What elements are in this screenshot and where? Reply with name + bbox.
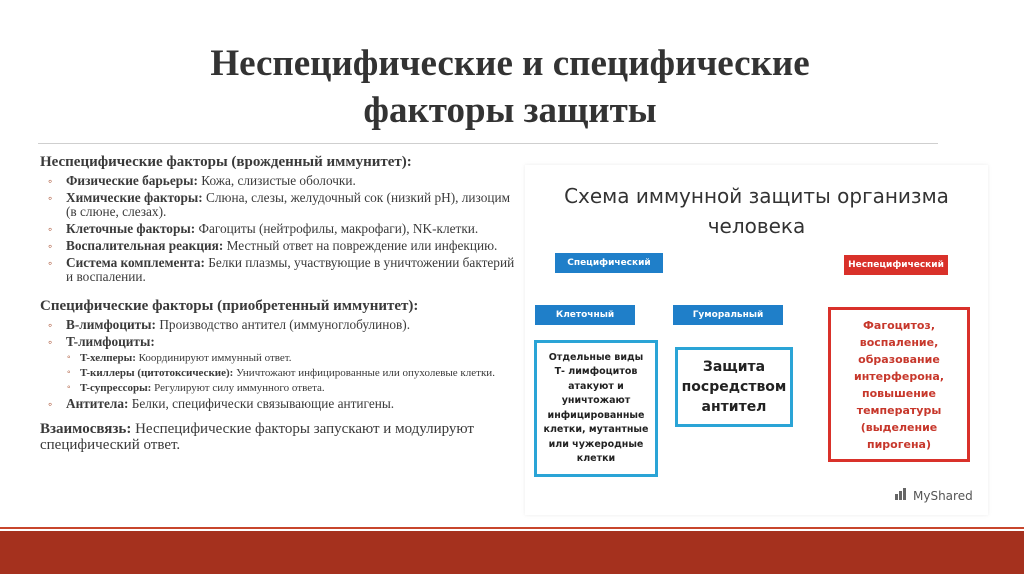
footer-accent-line <box>0 527 1024 529</box>
item-text: Уничтожают инфицированные или опухолевые клетки. <box>233 367 495 379</box>
list-item <box>40 318 515 332</box>
tag-nonspecific: Неспецифический <box>844 255 948 275</box>
sub-list-item <box>66 352 515 364</box>
tag-specific: Специфический <box>555 253 663 273</box>
humoral-box-text: Защита посредством антител <box>681 359 787 415</box>
watermark-text: MyShared <box>913 488 973 503</box>
text-column <box>40 154 515 453</box>
relation-paragraph <box>40 421 515 453</box>
item-text: Кожа, слизистые оболочки. <box>197 173 356 188</box>
item-term: T-киллеры (цитотоксические): <box>80 367 234 379</box>
relation-text: Неспецифические факторы запускают и модулируют специфический ответ. <box>40 421 474 453</box>
list-item <box>40 222 515 236</box>
title-line-2: факторы защиты <box>363 90 657 131</box>
humoral-box <box>675 347 793 427</box>
cellular-box <box>534 340 658 477</box>
specific-heading: Специфические факторы (приобретенный иммунитет): <box>40 298 419 314</box>
immune-scheme-image <box>525 165 988 515</box>
list-item <box>40 239 515 253</box>
item-text: Белки плазмы, участвующие в уничтожении бактерий и воспалении. <box>66 255 515 284</box>
footer-bar <box>0 531 1024 574</box>
item-term: Химические факторы: <box>66 190 203 205</box>
item-term: T-лимфоциты: <box>66 334 155 349</box>
item-text: Координируют иммунный ответ. <box>135 352 292 364</box>
nonspecific-box <box>828 307 970 462</box>
item-text: Белки, специфически связывающие антигены. <box>128 396 395 411</box>
list-item <box>40 397 515 411</box>
item-text: Производство антител (иммуноглобулинов). <box>156 317 411 332</box>
nonspecific-list <box>40 174 515 284</box>
list-item <box>40 256 515 284</box>
list-item <box>40 191 515 219</box>
tag-humoral: Гуморальный <box>673 305 783 325</box>
sub-list-item <box>66 367 515 379</box>
item-term: Антитела: <box>66 396 129 411</box>
tag-cellular: Клеточный <box>535 305 635 325</box>
watermark <box>895 488 973 503</box>
sub-list-item <box>66 382 515 394</box>
list-item <box>40 335 515 394</box>
item-term: Воспалительная реакция: <box>66 238 224 253</box>
item-text: Слюна, слезы, желудочный сок (низкий рН), лизоцим (в слюне, слезах). <box>66 190 511 219</box>
item-text: Регулируют силу иммунного ответа. <box>151 382 325 394</box>
list-item <box>40 174 515 188</box>
item-term: Клеточные факторы: <box>66 221 196 236</box>
item-text: Фагоциты (нейтрофилы, макрофаги), NK-клетки. <box>195 221 479 236</box>
t-lymphocyte-sublist <box>66 352 515 394</box>
slide-title <box>100 40 920 134</box>
item-term: T-супрессоры: <box>80 382 152 394</box>
item-text: Местный ответ на повреждение или инфекцию. <box>223 238 498 253</box>
title-divider <box>38 143 938 144</box>
nonspecific-box-text: Фагоцитоз, воспаление, образование интерферона, повышение температуры (выделение пирогена) <box>853 318 945 451</box>
diagram-title <box>525 181 988 241</box>
item-term: Физические барьеры: <box>66 173 198 188</box>
cellular-box-text: Отдельные виды Т- лимфоцитов атакуют и уничтожают инфицированные клетки, мутантные или чужеродные клетки <box>543 351 649 464</box>
title-line-1: Неспецифические и специфические <box>210 43 810 84</box>
specific-list <box>40 318 515 411</box>
item-term: Система комплемента: <box>66 255 205 270</box>
myshared-logo-icon <box>895 488 909 503</box>
nonspecific-heading: Неспецифические факторы (врожденный иммунитет): <box>40 154 412 170</box>
item-term: T-хелперы: <box>80 352 136 364</box>
relation-term: Взаимосвязь: <box>40 421 132 437</box>
diagram-title-line-2: человека <box>707 214 806 238</box>
item-term: B-лимфоциты: <box>66 317 156 332</box>
diagram-title-line-1: Схема иммунной защиты организма <box>564 184 949 208</box>
